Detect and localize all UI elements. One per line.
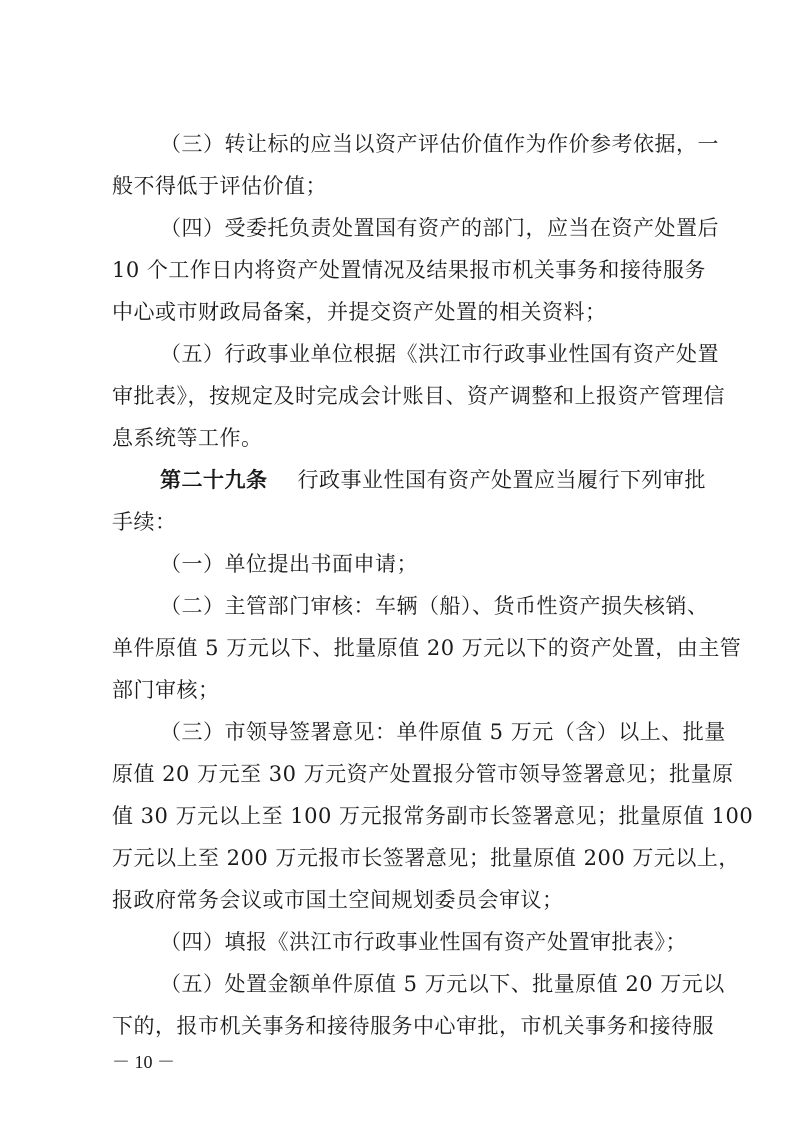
- article-title: 第二十九条: [160, 467, 268, 492]
- text-line: 息系统等工作。: [112, 426, 263, 450]
- text-line: 万元以上至 200 万元报市长签署意见；批量原值 200 万元以上，: [112, 846, 740, 870]
- text-line: 下的，报市机关事务和接待服务中心审批，市机关事务和接待服: [112, 1014, 714, 1038]
- text-line: 10 个工作日内将资产处置情况及结果报市机关事务和接待服务: [112, 258, 706, 282]
- text-line: （五）行政事业单位根据《洪江市行政事业性国有资产处置: [160, 342, 719, 366]
- text-line: 中心或市财政局备案，并提交资产处置的相关资料；: [112, 300, 607, 324]
- text-line: 部门审核；: [112, 678, 220, 702]
- text-line: （四）受委托负责处置国有资产的部门，应当在资产处置后: [160, 216, 719, 240]
- article-text: 行政事业性国有资产处置应当履行下列审批: [297, 468, 706, 492]
- text-line: 审批表》，按规定及时完成会计账目、资产调整和上报资产管理信: [112, 384, 725, 408]
- text-line: （三）市领导签署意见：单件原值 5 万元（含）以上、批量: [160, 720, 726, 744]
- text-line: 手续：: [112, 510, 177, 534]
- text-line: （二）主管部门审核：车辆（船）、货币性资产损失核销、: [160, 594, 709, 618]
- page-number: － 10 －: [112, 1052, 175, 1072]
- text-line: 原值 20 万元至 30 万元资产处置报分管市领导签署意见；批量原: [112, 762, 734, 786]
- text-line: （四）填报《洪江市行政事业性国有资产处置审批表》；: [160, 930, 687, 954]
- article-heading-line: [160, 466, 712, 494]
- text-line: （三）转让标的应当以资产评估价值作为作价参考依据，一: [160, 132, 719, 156]
- text-line: 报政府常务会议或市国土空间规划委员会审议；: [112, 888, 564, 912]
- text-line: 般不得低于评估价值；: [112, 174, 327, 198]
- text-line: （五）处置金额单件原值 5 万元以下、批量原值 20 万元以: [160, 972, 725, 996]
- text-line: （一）单位提出书面申请；: [160, 552, 418, 576]
- text-line: 单件原值 5 万元以下、批量原值 20 万元以下的资产处置，由主管: [112, 636, 742, 660]
- text-line: 值 30 万元以上至 100 万元报常务副市长签署意见；批量原值 100: [112, 804, 754, 828]
